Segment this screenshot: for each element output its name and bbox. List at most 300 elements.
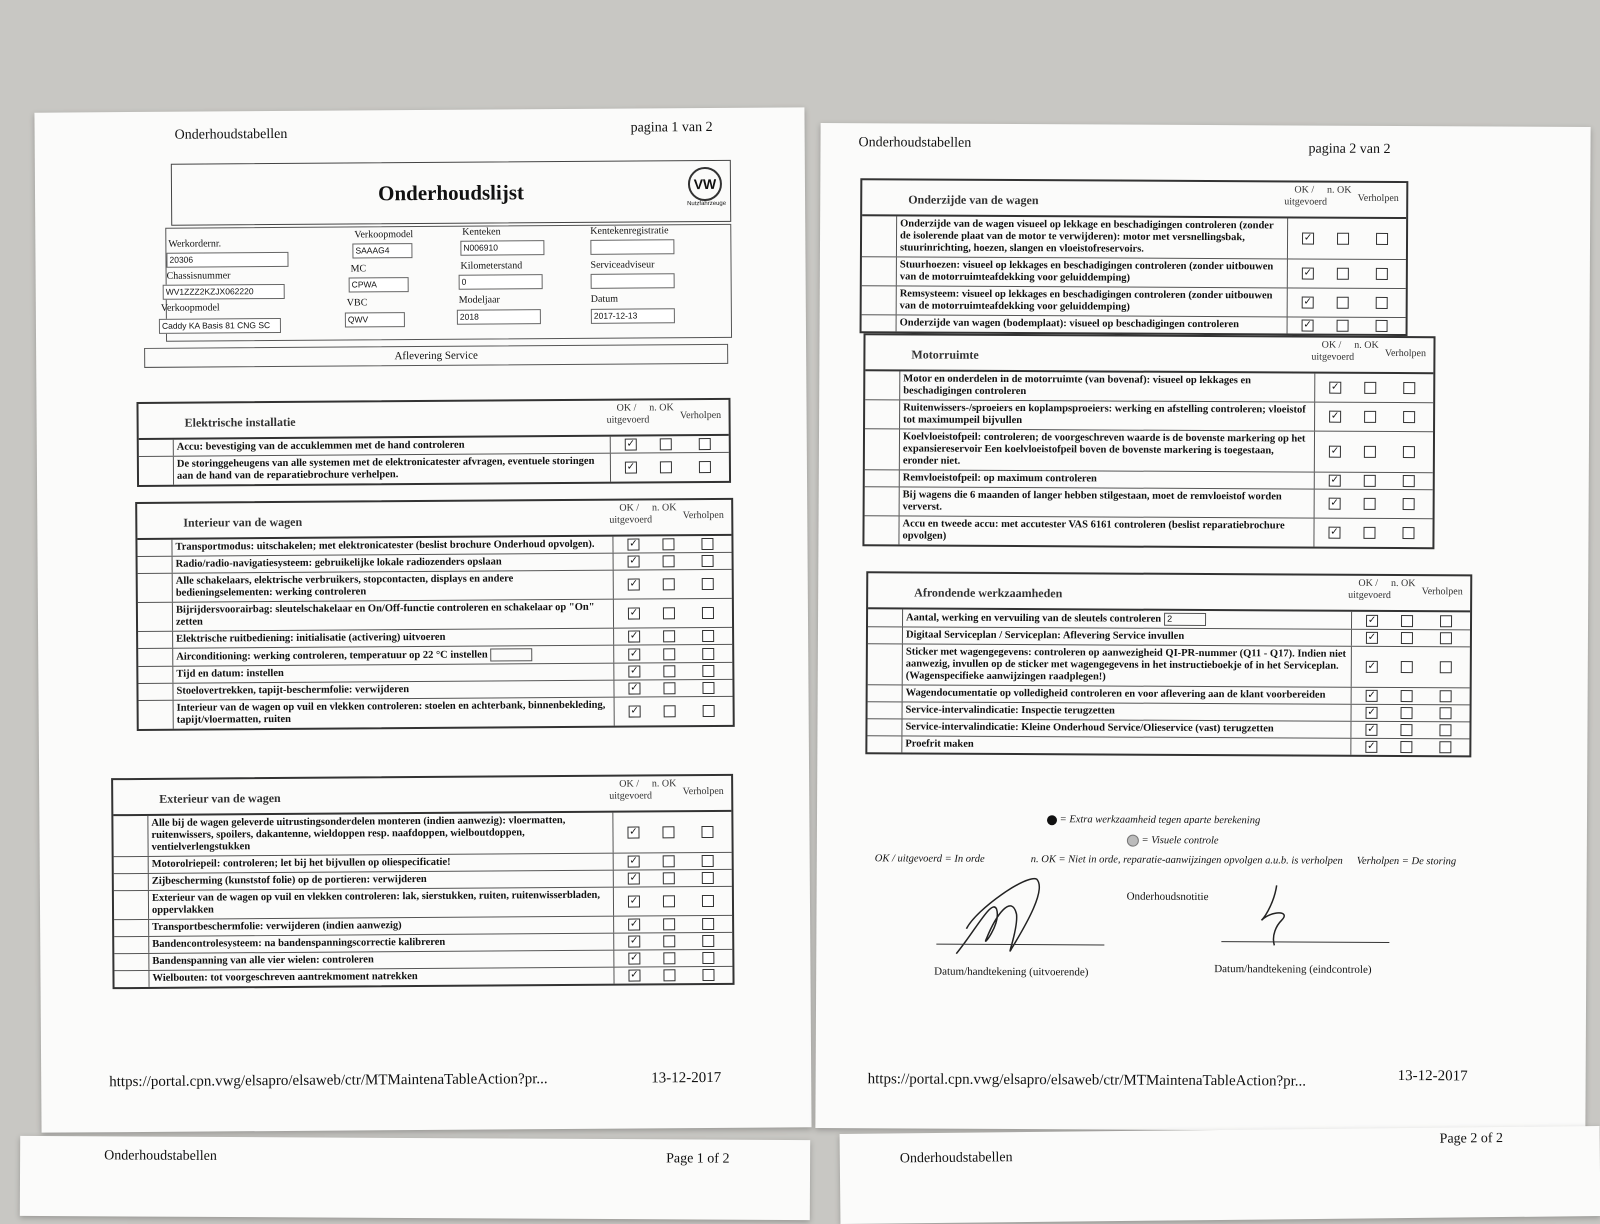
row-text: Service-intervalindicatie: Kleine Onderhoud Service/Olieservice (vast) terugzetten xyxy=(905,721,1274,735)
ok-cell xyxy=(1352,612,1392,629)
section-header xyxy=(865,335,1433,374)
row-marker-cell xyxy=(138,667,173,683)
datum-label: Datum xyxy=(590,293,619,305)
row-marker-cell xyxy=(138,603,173,631)
verholpen-checkbox xyxy=(702,647,714,659)
verholpen-checkbox xyxy=(699,461,711,473)
verholpen-checkbox xyxy=(1440,661,1452,673)
checklist-row xyxy=(865,428,1433,472)
ok-checkbox: ✓ xyxy=(1367,631,1377,643)
werkordernr-field: 20306 xyxy=(166,252,288,268)
row-marker-cell xyxy=(868,627,903,643)
verholpen-cell xyxy=(684,950,732,966)
verholpen-checkbox xyxy=(702,682,714,694)
ok-checkbox: ✓ xyxy=(1367,723,1376,735)
verholpen-cell xyxy=(684,933,732,949)
verholpen-cell xyxy=(684,663,732,679)
section-header xyxy=(113,776,731,816)
km-field: 0 xyxy=(459,274,543,290)
ok-cell xyxy=(614,870,654,886)
nok-checkbox xyxy=(1337,233,1349,245)
ok-cell xyxy=(1314,519,1354,547)
verholpen-cell xyxy=(1422,630,1470,646)
nok-cell xyxy=(1391,722,1421,738)
row-text: Radio/radio-navigatiesysteem: gebruikelijke lokale radiozenders opslaan xyxy=(175,556,502,570)
ok-checkbox: ✓ xyxy=(629,630,639,642)
verholpen-checkbox xyxy=(702,895,714,907)
verholpen-cell xyxy=(683,812,731,852)
verkoopmodel-field: SAAAG4 xyxy=(352,243,412,258)
nok-checkbox xyxy=(663,969,675,981)
row-marker-cell xyxy=(862,257,897,285)
page-4-header-left: Onderhoudstabellen xyxy=(899,1150,1013,1167)
ok-checkbox: ✓ xyxy=(629,872,639,884)
verholpen-checkbox xyxy=(1440,707,1452,719)
nok-checkbox xyxy=(1364,446,1376,458)
verholpen-cell xyxy=(684,570,732,598)
section-title: Elektrische installatie xyxy=(184,414,296,430)
row-text: Exterieur van de wagen op vuil en vlekken controleren: lak, sierstukken, ruiten, ruitenwisserbladen, oppervlakken xyxy=(151,889,600,916)
verholpen-checkbox xyxy=(1403,382,1415,394)
ok-checkbox: ✓ xyxy=(629,538,638,550)
ok-cell xyxy=(1288,288,1328,316)
ok-cell xyxy=(613,536,653,552)
verholpen-cell xyxy=(1385,490,1433,518)
row-marker-cell xyxy=(137,540,172,556)
vbc-field: QWV xyxy=(345,312,405,327)
serviceadv-label: Serviceadviseur xyxy=(590,259,655,271)
section-title: Exterieur van de wagen xyxy=(159,790,281,806)
filled-dot-icon xyxy=(1047,815,1057,825)
verholpen-checkbox xyxy=(1376,320,1388,332)
ok-cell xyxy=(1352,705,1392,721)
column-nok-header: n. OK xyxy=(651,502,677,514)
ok-checkbox: ✓ xyxy=(629,578,638,590)
row-text: Digitaal Serviceplan / Serviceplan: Aflevering Service invullen xyxy=(905,629,1185,642)
row-text-cell xyxy=(900,371,1315,401)
verholpen-cell xyxy=(1385,432,1433,472)
legend-visual xyxy=(1127,835,1219,847)
page-1-sheet xyxy=(34,107,811,1132)
row-text: Airconditioning: werking controleren, temperatuur op 22 °C instellen xyxy=(176,649,488,663)
ok-cell xyxy=(613,812,653,852)
chassis-label: Chassisnummer xyxy=(166,270,231,282)
ok-checkbox: ✓ xyxy=(630,682,639,694)
row-text: De storinggeheugens van alle systemen met de elektronicatester afvragen, eventuele storingen aan de hand van de reparatiebrochure verhelpen. xyxy=(176,455,595,482)
row-marker-cell xyxy=(114,874,149,890)
verkoopmodel-label: Verkoopmodel xyxy=(354,229,414,241)
verholpen-cell xyxy=(684,853,732,869)
row-text-cell xyxy=(899,516,1314,546)
verholpen-checkbox xyxy=(1403,446,1415,458)
nok-cell xyxy=(1355,403,1385,431)
legend-extra-text: = Extra werkzaamheid tegen aparte berekening xyxy=(1059,814,1261,827)
nok-cell xyxy=(1355,473,1385,489)
ok-checkbox: ✓ xyxy=(629,555,638,567)
page-1-footer-date: 13-12-2017 xyxy=(651,1069,722,1087)
row-text-cell xyxy=(149,968,614,987)
row-text: Elektrische ruitbediening: initialisatie (activering) uitvoeren xyxy=(176,631,446,645)
verholpen-cell xyxy=(684,628,732,644)
nok-checkbox xyxy=(1401,707,1413,719)
row-text: Transportbeschermfolie: verwijderen (indien aanwezig) xyxy=(152,920,402,933)
row-text: Zijbescherming (kunststof folie) op de portieren: verwijderen xyxy=(151,873,427,887)
row-text-cell xyxy=(903,644,1352,686)
nok-checkbox xyxy=(1364,475,1376,487)
ok-cell xyxy=(614,933,654,949)
nok-checkbox xyxy=(1337,320,1349,332)
row-text: Alle schakelaars, elektrische verbruikers, stopcontacten, displays en andere bedieningselementen: werking controleren xyxy=(175,573,514,599)
verholpen-checkbox xyxy=(1440,632,1452,644)
nok-cell xyxy=(1391,739,1421,755)
checklist-row xyxy=(865,399,1433,431)
column-verholpen-header: Verholpen xyxy=(682,785,724,798)
section-header xyxy=(862,180,1406,219)
row-text: Wagendocumentatie op volledigheid controleren en voor aflevering aan de klant voorbereiden xyxy=(905,687,1326,701)
nok-checkbox xyxy=(1401,690,1413,702)
column-ok-header: OK / uitgevoerd xyxy=(609,778,653,802)
section-title: Afrondende werkzaamheden xyxy=(914,585,1063,601)
verholpen-checkbox xyxy=(702,918,714,930)
verholpen-cell xyxy=(684,916,732,932)
row-marker-cell xyxy=(868,644,903,684)
verholpen-cell xyxy=(1358,219,1406,259)
nok-checkbox xyxy=(660,461,672,473)
ok-cell xyxy=(614,916,654,932)
nok-cell xyxy=(1392,647,1422,687)
row-marker-cell xyxy=(138,632,173,648)
page-4-header-right: Page 2 of 2 xyxy=(1439,1131,1504,1147)
nok-checkbox xyxy=(663,648,675,660)
row-text: Transportmodus: uitschakelen; met elektronicatester (beslist brochure Onderhoud opvolgen). xyxy=(175,538,595,553)
ok-checkbox: ✓ xyxy=(629,826,638,838)
nok-cell xyxy=(1355,432,1385,472)
onderhoudsnotitie-label: Onderhoudsnotitie xyxy=(1126,890,1209,904)
datum-field: 2017-12-13 xyxy=(591,308,675,324)
nok-cell xyxy=(651,436,681,452)
page-2-sheet xyxy=(815,123,1590,1132)
row-marker-cell xyxy=(865,400,900,428)
werkordernr-label: Werkordernr. xyxy=(168,238,222,250)
kenteken-label: Kenteken xyxy=(462,226,501,238)
page-3-sheet xyxy=(20,1136,810,1220)
ok-cell xyxy=(1288,218,1328,258)
nok-cell xyxy=(654,967,684,983)
ok-cell xyxy=(615,697,655,725)
ok-cell xyxy=(611,436,651,452)
checklist-row xyxy=(865,371,1433,402)
ok-checkbox: ✓ xyxy=(1303,319,1312,331)
verholpen-checkbox xyxy=(1403,411,1415,423)
km-label: Kilometerstand xyxy=(460,260,523,272)
ok-cell xyxy=(614,950,654,966)
verholpen-cell xyxy=(681,453,729,481)
ok-checkbox: ✓ xyxy=(1330,526,1339,538)
row-marker-cell xyxy=(865,371,900,399)
section-afrondende-werkzaamheden xyxy=(865,571,1472,757)
verholpen-checkbox xyxy=(702,630,714,642)
section-header xyxy=(868,573,1470,612)
row-marker-cell xyxy=(113,816,148,856)
verholpen-checkbox xyxy=(699,438,711,450)
ok-checkbox: ✓ xyxy=(1367,706,1376,718)
nok-cell xyxy=(654,570,684,598)
verholpen-checkbox xyxy=(1402,527,1414,539)
verholpen-cell xyxy=(685,697,733,725)
ok-checkbox: ✓ xyxy=(626,438,636,450)
row-text: Stoelovertrekken, tapijt-beschermfolie: verwijderen xyxy=(176,684,410,697)
verholpen-checkbox xyxy=(703,705,715,717)
ok-cell xyxy=(614,553,654,569)
nok-checkbox xyxy=(663,895,675,907)
vw-logo-icon: VW xyxy=(688,167,722,201)
nok-cell xyxy=(1392,688,1422,704)
row-text: Aantal, werking en vervuiling van de sleutels controleren xyxy=(906,612,1162,625)
row-marker-cell xyxy=(862,315,897,331)
checklist-row xyxy=(139,452,729,485)
ok-cell xyxy=(614,645,654,662)
checklist-row xyxy=(114,886,732,919)
row-marker-cell xyxy=(862,216,897,256)
nok-cell xyxy=(654,663,684,679)
ok-checkbox: ✓ xyxy=(629,607,639,619)
verholpen-cell xyxy=(1358,289,1406,317)
nok-cell xyxy=(1328,289,1358,317)
row-text: Accu: bevestiging van de accuklemmen met de hand controleren xyxy=(176,439,465,453)
nok-checkbox xyxy=(1401,615,1413,627)
section-elektrische-installatie xyxy=(136,398,731,487)
ok-cell xyxy=(611,453,651,481)
verholpen-cell xyxy=(1358,318,1406,334)
kenteken-field: N006910 xyxy=(460,240,544,256)
ok-cell xyxy=(1315,473,1355,489)
section-header xyxy=(137,500,731,540)
verholpen-checkbox xyxy=(702,952,714,964)
nok-cell xyxy=(1328,219,1358,259)
page-2-header-left: Onderhoudstabellen xyxy=(858,135,972,151)
ok-checkbox: ✓ xyxy=(1303,232,1313,244)
row-text: Wielbouten: tot voorgeschreven aantrekmoment natrekken xyxy=(152,971,418,984)
verholpen-cell xyxy=(1358,260,1406,288)
row-marker-cell xyxy=(114,857,149,873)
aflevering-service-banner: Aflevering Service xyxy=(144,344,728,368)
verholpen-checkbox xyxy=(702,578,714,590)
mc-field: CPWA xyxy=(349,277,409,292)
nok-checkbox xyxy=(664,705,676,717)
row-marker-cell xyxy=(114,971,149,987)
checklist-row xyxy=(865,486,1433,518)
ok-cell xyxy=(1315,403,1355,431)
row-marker-cell xyxy=(114,937,149,953)
row-text: Sticker met wagengegevens: controleren op aanwezigheid QI-PR-nummer (Q11 - Q17). Indien niet aanwezig, invullen op de sticker met wagengegevens in het instructieboekje of in het Serviceplan. (Wagenspecifieke aanwijzingen raadplegen!) xyxy=(905,646,1347,683)
nok-checkbox xyxy=(663,665,675,677)
verholpen-checkbox xyxy=(702,665,714,677)
ok-cell xyxy=(1352,630,1392,646)
row-text-cell xyxy=(174,698,615,729)
row-marker-cell xyxy=(868,609,903,626)
column-ok-header: OK / uitgevoerd xyxy=(1311,339,1355,363)
checklist-row xyxy=(862,314,1406,334)
column-nok-header: n. OK xyxy=(651,778,677,790)
row-text-cell xyxy=(900,400,1315,430)
row-text-cell xyxy=(897,315,1288,333)
ok-cell xyxy=(1288,317,1328,333)
checklist-row xyxy=(139,696,733,729)
nok-cell xyxy=(654,916,684,932)
nok-checkbox xyxy=(1401,661,1413,673)
checklist-row xyxy=(138,598,732,631)
row-text: Ruitenwissers-/sproeiers en koplampsproeiers: werking en afstelling controleren; vloeistof tot maximumpeil bijvullen xyxy=(903,402,1306,427)
verholpen-checkbox xyxy=(702,555,714,567)
nok-cell xyxy=(654,870,684,886)
page-1-header-right: pagina 1 van 2 xyxy=(630,119,713,136)
nok-checkbox xyxy=(1364,382,1376,394)
column-verholpen-header: Verholpen xyxy=(1384,347,1427,360)
legend-verholpen: Verholpen = De storing xyxy=(1356,855,1457,868)
verholpen-checkbox xyxy=(1439,741,1451,753)
verholpen-checkbox xyxy=(702,969,714,981)
ok-checkbox: ✓ xyxy=(630,969,639,981)
row-text-cell xyxy=(173,571,614,602)
verholpen-checkbox xyxy=(701,826,713,838)
row-text-cell xyxy=(897,286,1288,316)
row-text: Remsysteem: visueel op lekkages en beschadigingen controleren (zonder uitbouwen van de motorruimteafdekking voor geluiddemping) xyxy=(899,288,1273,313)
verholpen-cell xyxy=(1385,374,1433,402)
nok-cell xyxy=(1392,630,1422,646)
nok-checkbox xyxy=(1364,411,1376,423)
nok-cell xyxy=(654,680,684,696)
row-marker-cell xyxy=(138,684,173,700)
nok-checkbox xyxy=(1400,741,1412,753)
verholpen-cell xyxy=(684,645,732,662)
checklist-row xyxy=(862,285,1406,317)
verholpen-checkbox xyxy=(1403,475,1415,487)
nok-cell xyxy=(1354,519,1384,547)
section-motorruimte xyxy=(862,333,1435,549)
verholpen-cell xyxy=(684,599,732,627)
column-ok-header: OK / uitgevoerd xyxy=(606,402,650,426)
nok-checkbox xyxy=(663,607,675,619)
column-nok-header: n. OK xyxy=(1327,184,1352,196)
nok-checkbox xyxy=(662,538,674,550)
row-text: Bandencontrolesysteem: na bandenspanningscorrectie kalibreren xyxy=(152,936,446,950)
column-verholpen-header: Verholpen xyxy=(1357,192,1399,205)
checklist-row xyxy=(862,216,1406,259)
verholpen-checkbox xyxy=(702,855,714,867)
ok-cell xyxy=(1351,739,1391,755)
ok-cell xyxy=(614,663,654,679)
row-marker-cell xyxy=(114,920,149,936)
serviceadv-field xyxy=(591,273,675,289)
nok-cell xyxy=(654,599,684,627)
row-marker-cell xyxy=(139,701,174,729)
signature-left xyxy=(936,869,1067,970)
document-title: Onderhoudslijst xyxy=(377,180,525,206)
nok-cell xyxy=(654,887,684,915)
nok-checkbox xyxy=(1337,268,1349,280)
nok-cell xyxy=(654,553,684,569)
nok-cell xyxy=(1392,705,1422,721)
ok-cell xyxy=(1315,432,1355,472)
page-2-footer-date: 13-12-2017 xyxy=(1397,1068,1468,1085)
legend-nok: n. OK = Niet in orde, reparatie-aanwijzingen opvolgen a.u.b. is verholpen xyxy=(1030,854,1343,867)
nok-cell xyxy=(655,697,685,725)
signature-left-label: Datum/handtekening (uitvoerende) xyxy=(934,965,1089,979)
verholpen-cell xyxy=(1422,705,1470,721)
page-2-footer-url: https://portal.cpn.vwg/elsapro/elsaweb/ctr/MTMaintenaTableAction?pr... xyxy=(867,1071,1307,1090)
nok-checkbox xyxy=(663,935,675,947)
ok-checkbox: ✓ xyxy=(630,952,639,964)
row-marker-cell xyxy=(138,649,173,666)
signature-right-label: Datum/handtekening (eindcontrole) xyxy=(1214,963,1372,976)
chassis-field: WV1ZZZ2KZJX062220 xyxy=(163,284,285,300)
ok-checkbox: ✓ xyxy=(629,647,639,660)
row-text: Bandenspanning van alle vier wielen: controleren xyxy=(152,954,374,967)
row-text-cell xyxy=(902,736,1351,754)
inline-input-field xyxy=(491,648,533,661)
row-text: Interieur van de wagen op vuil en vlekken controleren: stoelen en achterbank, binnenbekleding, tapijt/vloermatten, ruiten xyxy=(176,699,606,726)
ok-checkbox: ✓ xyxy=(630,665,639,677)
ok-cell xyxy=(1352,647,1392,687)
column-ok-header: OK / uitgevoerd xyxy=(1284,184,1328,208)
visual-dot-icon xyxy=(1127,835,1139,847)
ok-cell xyxy=(614,887,654,915)
ok-checkbox: ✓ xyxy=(629,855,638,867)
ok-checkbox: ✓ xyxy=(1367,740,1376,752)
row-text-cell xyxy=(173,600,614,631)
nok-checkbox xyxy=(1364,498,1376,510)
row-text-cell xyxy=(897,257,1288,287)
nok-cell xyxy=(654,950,684,966)
row-text: Service-intervalindicatie: Inspectie terugzetten xyxy=(905,704,1115,717)
ok-checkbox: ✓ xyxy=(1330,410,1340,422)
nok-checkbox xyxy=(663,682,675,694)
verholpen-checkbox xyxy=(1376,233,1388,245)
row-text-cell xyxy=(897,216,1288,258)
row-text-cell xyxy=(149,888,614,919)
legend-visual-text: = Visuele controle xyxy=(1141,835,1219,847)
verholpen-checkbox xyxy=(702,872,714,884)
row-text: Onderzijde van wagen (bodemplaat): visueel op beschadigingen controleren xyxy=(899,317,1240,331)
verholpen-checkbox xyxy=(1376,268,1388,280)
row-text: Bij wagens die 6 maanden of langer hebben stilgestaan, moet de remvloeistof worden ververst. xyxy=(902,489,1282,513)
ok-cell xyxy=(614,628,654,644)
row-marker-cell xyxy=(862,286,897,314)
ok-cell xyxy=(1315,490,1355,518)
nok-cell xyxy=(651,453,681,481)
checklist-row xyxy=(867,735,1469,755)
section-title: Motorruimte xyxy=(911,347,979,362)
ok-cell xyxy=(1351,722,1391,738)
ok-checkbox: ✓ xyxy=(1331,381,1340,393)
nok-checkbox xyxy=(663,952,675,964)
ok-checkbox: ✓ xyxy=(1330,474,1339,486)
ok-cell xyxy=(614,967,654,983)
row-marker-cell xyxy=(867,736,902,752)
verkoopmodel-left-label: Verkoopmodel xyxy=(160,302,220,314)
row-marker-cell xyxy=(865,470,900,486)
verholpen-cell xyxy=(1422,688,1470,704)
ok-cell xyxy=(614,680,654,696)
row-text-cell xyxy=(900,487,1315,517)
row-text: Accu en tweede accu: met accutester VAS 6161 controleren (beslist reparatiebrochure opvolgen) xyxy=(902,518,1285,542)
row-text: Onderzijde van de wagen visueel op lekkage en beschadigingen controleren (zonder de isolerende plaat van de motor te verwijderen): motor met versnellingsbak, stuurinrichting, hoezen, slangen en vloeistofreservoirs. xyxy=(899,218,1274,255)
ok-checkbox: ✓ xyxy=(1303,296,1312,308)
nok-checkbox xyxy=(1401,632,1413,644)
ok-cell xyxy=(614,599,654,627)
vbc-label: VBC xyxy=(346,297,368,309)
verholpen-cell xyxy=(684,870,732,886)
